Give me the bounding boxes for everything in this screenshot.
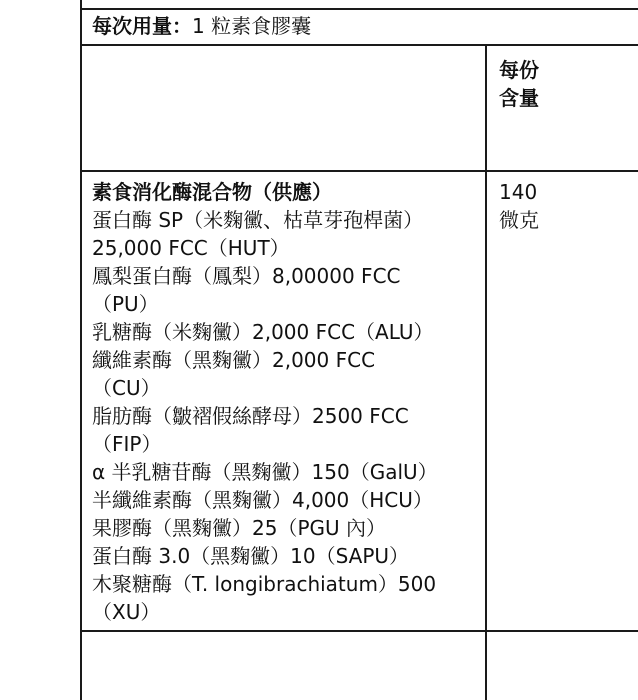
amount-header-line-2: 含量 — [499, 86, 539, 110]
serving-size-row — [82, 8, 638, 46]
ingredient-line: 纖維素酶（黑麴黴）2,000 FCC — [92, 348, 376, 372]
ingredient-line: （XU） — [92, 600, 161, 624]
ingredient-line: 蛋白酶 SP（米麴黴、枯草芽孢桿菌） — [92, 208, 424, 232]
supplement-facts-table — [80, 0, 638, 700]
ingredient-line: α 半乳糖苷酶（黑麴黴）150（GalU） — [92, 460, 438, 484]
enzyme-blend-amount — [499, 178, 579, 234]
ingredient-line: 蛋白酶 3.0（黑麴黴）10（SAPU） — [92, 544, 410, 568]
serving-size-text — [92, 12, 311, 40]
ingredient-line: （PU） — [92, 292, 159, 316]
amount-per-serving-header — [499, 56, 569, 112]
amount-header-line-1: 每份 — [499, 58, 539, 82]
enzyme-blend-cell — [92, 178, 482, 626]
ingredient-line: （FIP） — [92, 432, 162, 456]
bottom-rule — [82, 630, 638, 632]
column-divider — [485, 46, 487, 700]
serving-size-label: 每次用量： — [92, 14, 192, 38]
serving-size-value: 1 粒素食膠囊 — [192, 14, 312, 38]
ingredient-line: 25,000 FCC（HUT） — [92, 236, 290, 260]
amount-value: 140 — [499, 180, 538, 204]
ingredient-line: 乳糖酶（米麴黴）2,000 FCC（ALU） — [92, 320, 434, 344]
amount-unit: 微克 — [499, 208, 539, 232]
ingredient-line: 脂肪酶（皺褶假絲酵母）2500 FCC — [92, 404, 409, 428]
ingredient-line: 木聚糖酶（T. longibrachiatum）500 — [92, 572, 437, 596]
ingredient-line: 半纖維素酶（黑麴黴）4,000（HCU） — [92, 488, 433, 512]
ingredient-line: （CU） — [92, 376, 161, 400]
ingredient-line: 鳳梨蛋白酶（鳳梨）8,00000 FCC — [92, 264, 401, 288]
enzyme-blend-title: 素食消化酶混合物（供應） — [92, 180, 332, 204]
ingredient-line: 果膠酶（黑麴黴）25（PGU 內） — [92, 516, 387, 540]
table-header-row — [82, 46, 638, 172]
